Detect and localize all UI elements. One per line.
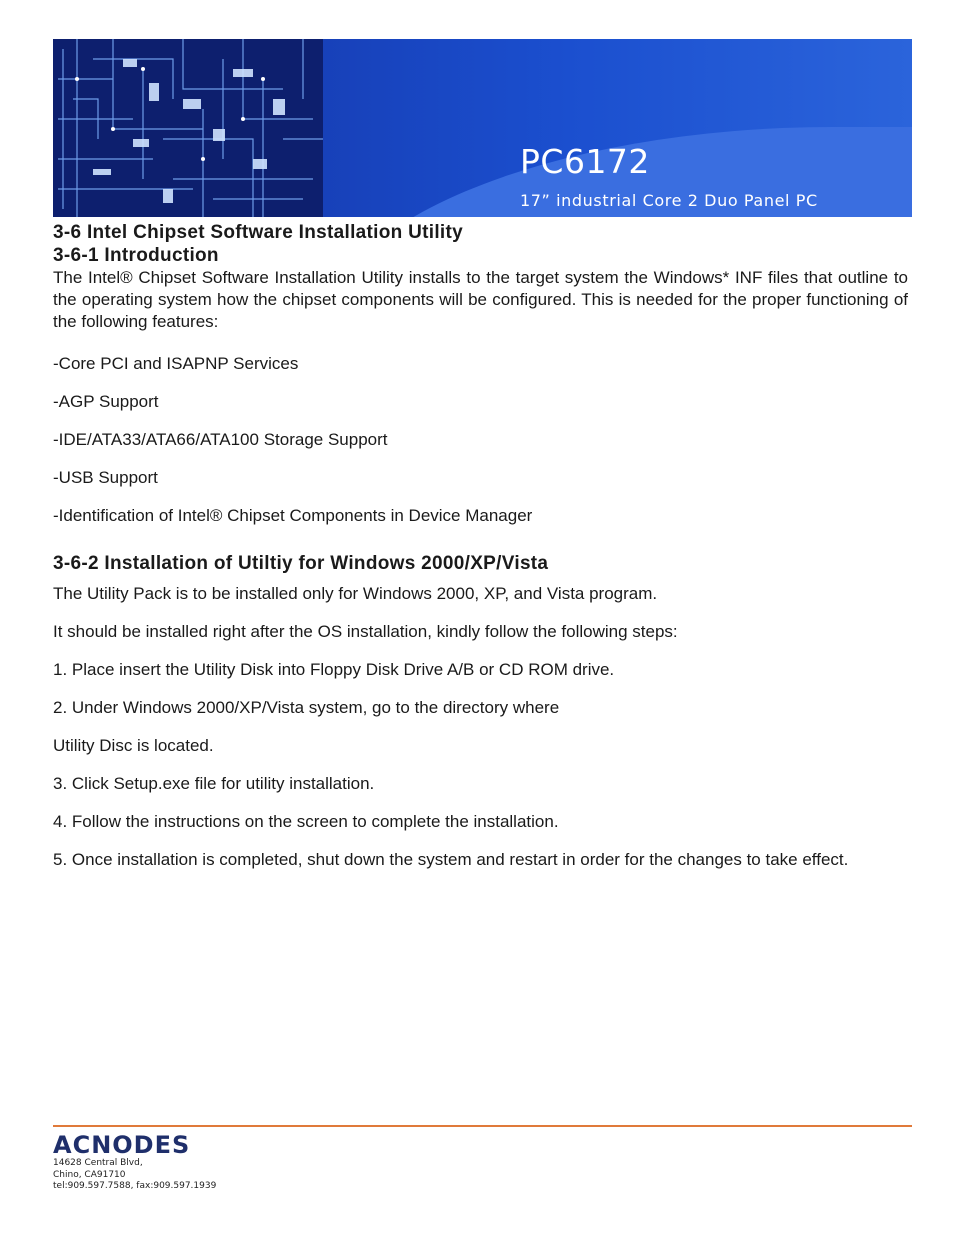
install-step: 5. Once installation is completed, shut down the system and restart in order for the changes to take effect. [53, 850, 849, 869]
intro-heading: 3-6-1 Introduction [53, 245, 219, 266]
address-street: 14628 Central Blvd, [53, 1158, 143, 1168]
product-title: PC6172 [520, 142, 650, 181]
install-paragraph: The Utility Pack is to be installed only for Windows 2000, XP, and Vista program. [53, 584, 658, 603]
footer-divider [53, 1125, 912, 1127]
feature-item: -Core PCI and ISAPNP Services [53, 354, 299, 373]
circuit-board-image [53, 39, 323, 217]
address-phone-fax: tel:909.597.7588, fax:909.597.1939 [53, 1181, 217, 1191]
feature-item: -IDE/ATA33/ATA66/ATA100 Storage Support [53, 430, 388, 449]
install-step: 4. Follow the instructions on the screen to complete the installation. [53, 812, 559, 831]
feature-item: -AGP Support [53, 392, 159, 411]
section-heading: 3-6 Intel Chipset Software Installation Utility [53, 222, 463, 243]
install-step: 3. Click Setup.exe file for utility installation. [53, 774, 375, 793]
feature-item: -Identification of Intel® Chipset Components in Device Manager [53, 506, 533, 525]
header-banner [53, 39, 912, 217]
address-city: Chino, CA91710 [53, 1169, 126, 1180]
product-subtitle: 17” industrial Core 2 Duo Panel PC [520, 191, 818, 210]
feature-item: -USB Support [53, 468, 158, 487]
main-content [53, 221, 908, 871]
company-address [53, 1158, 216, 1193]
acnodes-logo [53, 1133, 213, 1155]
install-paragraph: It should be installed right after the OS installation, kindly follow the following steps: [53, 622, 678, 641]
install-step: 2. Under Windows 2000/XP/Vista system, go to the directory where [53, 698, 560, 717]
intro-paragraph: The Intel® Chipset Software Installation Utility installs to the target system the Windows* INF files that outline to the operating system how the chipset components will be configured. This is needed for the proper functioning of the following features: [53, 268, 908, 331]
install-step: 1. Place insert the Utility Disk into Floppy Disk Drive A/B or CD ROM drive. [53, 660, 615, 679]
install-step: Utility Disc is located. [53, 736, 214, 755]
install-heading: 3-6-2 Installation of Utiltiy for Windows 2000/XP/Vista [53, 553, 549, 574]
svg-text:ACNODES: ACNODES [53, 1133, 191, 1155]
